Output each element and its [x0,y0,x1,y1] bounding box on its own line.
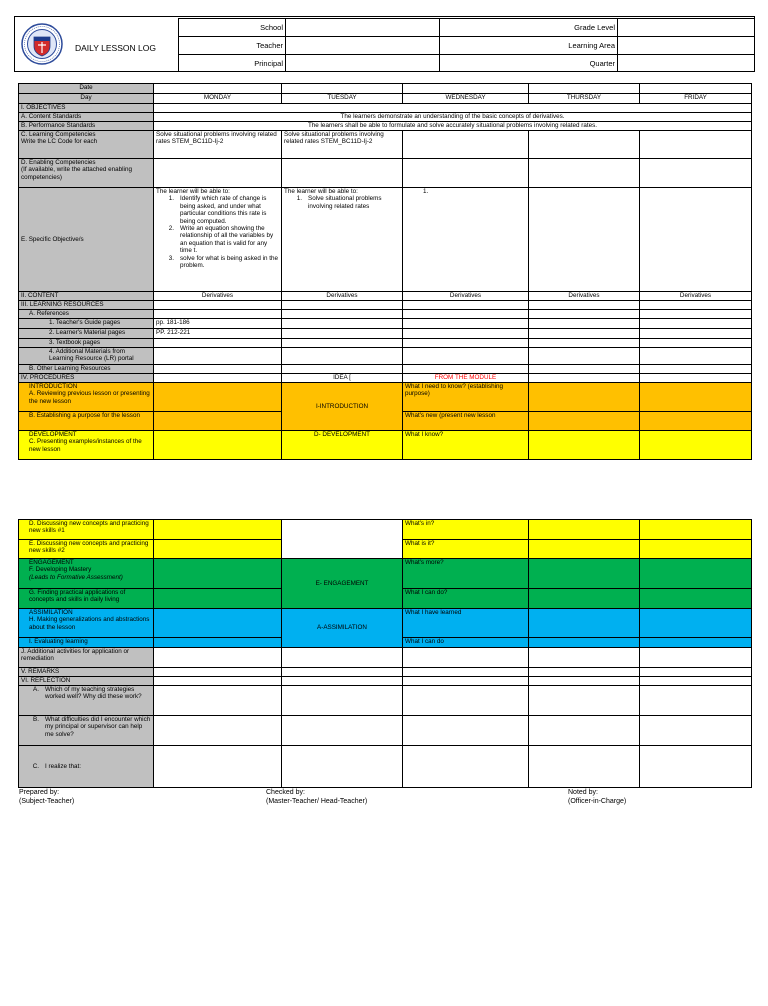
assimilation-merged: A-ASSIMILATION [282,609,403,648]
enabling-mon[interactable] [154,159,282,188]
olr-fri[interactable] [640,365,752,374]
dev-fri[interactable] [640,431,752,460]
list-text: Identify which rate of change is being asked, and under what particular conditions this rate is being computed. [180,195,267,225]
f-mon[interactable] [154,559,282,589]
noted-by-block [568,789,626,806]
i-fri[interactable] [640,638,752,648]
list-item [21,686,151,701]
seal-icon [21,23,63,65]
content-thursday: Derivatives [529,292,640,301]
dev-thu[interactable] [529,431,640,460]
rc-thu[interactable] [529,746,640,788]
learning-area-label: Learning Area [440,37,618,55]
enabling-competencies-label [19,159,154,188]
teachers-guide-label: 1. Teacher's Guide pages [19,319,154,329]
d-mon[interactable] [154,520,282,540]
tb-mon[interactable] [154,339,282,348]
olr-mon[interactable] [154,365,282,374]
intro-b-fri[interactable] [640,412,752,431]
rb-thu[interactable] [529,716,640,746]
learning-area-field[interactable] [618,37,755,55]
introduction-heading: INTRODUCTION [29,383,78,390]
h-text: H. Making generalizations and abstractions about the lesson [29,616,150,631]
tb-wed[interactable] [403,339,529,348]
competency-fri[interactable] [640,131,752,159]
f-wed: What's more? [403,559,529,589]
proc-blank [154,374,282,383]
day-friday: FRIDAY [640,94,752,104]
ra-mon[interactable] [154,686,282,716]
specific-objectives-monday [154,188,282,292]
mon-intro: The learner will be able to: [156,188,230,195]
g-fri[interactable] [640,589,752,609]
introduction-b: B. Establishing a purpose for the lesson [19,412,154,431]
remarks-heading: V. REMARKS [19,668,154,677]
header-fields [178,18,755,72]
rc-mon[interactable] [154,746,282,788]
tue-intro: The learner will be able to: [284,188,358,195]
enabling-thu[interactable] [529,159,640,188]
remarks-mon[interactable] [154,668,282,677]
evaluating-i: I. Evaluating learning [19,638,154,648]
principal-field[interactable] [286,55,440,72]
assimilation-heading: ASSIMILATION [29,609,73,616]
am-wed[interactable] [403,348,529,365]
page-title-text: DAILY LESSON LOG [75,43,156,53]
g-wed: What I can do? [403,589,529,609]
lr-blank [282,301,403,310]
teacher-label: Teacher [179,37,286,55]
list-item [21,763,151,770]
performance-standards-label: B. Performance Standards [19,122,154,131]
reflection-b-list [21,716,151,738]
content-heading: II. CONTENT [19,292,154,301]
refl-blank [640,677,752,686]
tb-tue[interactable] [282,339,403,348]
ra-tue[interactable] [282,686,403,716]
content-wednesday: Derivatives [403,292,529,301]
e-wed: What is it? [403,540,529,559]
reflection-c-list [21,763,151,770]
lesson-log-table-1 [18,83,752,460]
day-thursday: THURSDAY [529,94,640,104]
list-item [156,255,279,270]
ref-blank [154,310,282,319]
lesson-log-table-2 [18,519,752,788]
f-text-2: (Leads to Formative Assessment) [29,573,123,581]
intro-b-mon[interactable] [154,412,282,431]
day-monday: MONDAY [154,94,282,104]
lc-label-line1: C. Learning Competencies [21,131,96,138]
refl-blank [154,677,282,686]
list-number: C. [32,762,39,770]
mon-objective-list [156,195,279,269]
rb-wed[interactable] [403,716,529,746]
procedures-heading: IV. PROCEDURES [19,374,154,383]
lr-blank [529,301,640,310]
h-mon[interactable] [154,609,282,638]
d-wed: What's in? [403,520,529,540]
ra-thu[interactable] [529,686,640,716]
intro-a-thu[interactable] [529,383,640,412]
intro-a-fri[interactable] [640,383,752,412]
olr-thu[interactable] [529,365,640,374]
other-resources-label: B. Other Learning Resources [19,365,154,374]
reflection-b [19,716,154,746]
ref-blank [403,310,529,319]
list-number: 1. [296,195,302,203]
teachers-guide-pages: pp. 181-186 [154,319,282,329]
refl-blank [403,677,529,686]
h-thu[interactable] [529,609,640,638]
ra-fri[interactable] [640,686,752,716]
development-merged: D- DEVELOPMENT [282,431,403,460]
competency-tuesday: Solve situational problems involving related rates STEM_BC11D-Ij-2 [282,131,403,159]
proc-blank [640,374,752,383]
prepared-by-block [19,789,74,806]
reflection-c [19,746,154,788]
list-number: 3. [168,254,174,262]
specific-thu[interactable] [529,188,640,292]
list-text: Which of my teaching strategies worked well? Why did these work? [45,686,142,701]
lr-blank [403,301,529,310]
specific-fri[interactable] [640,188,752,292]
date-label: Date [19,84,154,94]
e-fri[interactable] [640,540,752,559]
remarks-thu[interactable] [529,668,640,677]
references-label: A. References [19,310,154,319]
enabling-fri[interactable] [640,159,752,188]
content-standards-text: The learners demonstrate an understanding of the basic concepts of derivatives. [154,113,752,122]
refl-blank [529,677,640,686]
ref-blank [529,310,640,319]
school-field[interactable] [286,19,440,37]
deped-logo [21,23,63,65]
e-thu[interactable] [529,540,640,559]
quarter-label: Quarter [440,55,618,72]
specific-objectives-tuesday [282,188,403,292]
school-label: School [179,19,286,37]
rc-fri[interactable] [640,746,752,788]
tb-thu[interactable] [529,339,640,348]
lr-blank [640,301,752,310]
olr-wed[interactable] [403,365,529,374]
learning-resources-heading: III. LEARNING RESOURCES [19,301,154,310]
rb-mon[interactable] [154,716,282,746]
checked-by-block [266,789,367,806]
content-tuesday: Derivatives [282,292,403,301]
additional-materials-label: 4. Additional Materials from Learning Resource (LR) portal [19,348,154,365]
dev-c-text: C. Presenting examples/instances of the new lesson [29,438,142,453]
list-text: What difficulties did I encounter which my principal or supervisor can help me solve? [45,716,151,738]
g-mon[interactable] [154,589,282,609]
lm-thu[interactable] [529,329,640,339]
intro-wed-2: What's new (present new lesson [403,412,529,431]
lc-label-line2: Write the LC Code for each [21,138,98,146]
list-number: A. [33,686,39,693]
remarks-fri[interactable] [640,668,752,677]
tg-tue[interactable] [282,319,403,329]
am-tue[interactable] [282,348,403,365]
date-wed[interactable] [403,84,529,94]
wed-item: 1. [423,188,429,195]
teacher-field[interactable] [286,37,440,55]
performance-standards-text: The learners shall be able to formulate and solve accurately situational problems involving related rates. [154,122,752,131]
tue-objective-list [284,195,400,210]
date-thu[interactable] [529,84,640,94]
list-item [156,195,279,225]
j-wed[interactable] [403,648,529,668]
specific-objectives-label: E. Specific Objective/s [19,188,154,292]
f-text: F. Developing Mastery [29,566,92,574]
development-heading: DEVELOPMENT [29,431,77,438]
proc-blank [529,374,640,383]
i-wed: What I can do [403,638,529,648]
refl-blank [282,677,403,686]
learners-material-pages: PP. 212-221 [154,329,282,339]
remarks-wed[interactable] [403,668,529,677]
list-number: 2. [168,225,174,233]
enabling-line1: D. Enabling Competencies [21,159,96,166]
content-friday: Derivatives [640,292,752,301]
date-mon[interactable] [154,84,282,94]
enabling-tue[interactable] [282,159,403,188]
objectives-heading: I. OBJECTIVES [19,104,154,113]
h-wed: What I have learned [403,609,529,638]
enabling-wed[interactable] [403,159,529,188]
idea-label: IDEA [ [282,374,403,383]
tg-thu[interactable] [529,319,640,329]
learning-competencies-label [19,131,154,159]
list-number: 1. [168,195,174,203]
dev-wed: What I know? [403,431,529,460]
grade-level-field[interactable] [618,19,755,37]
ref-blank [640,310,752,319]
tb-fri[interactable] [640,339,752,348]
j-mon[interactable] [154,648,282,668]
engagement-g: G. Finding practical applications of concepts and skills in daily living [19,589,154,609]
rc-wed[interactable] [403,746,529,788]
specific-objectives-wednesday [403,188,529,292]
discussing-e: E. Discussing new concepts and practicing new skills #2 [19,540,154,559]
competency-thu[interactable] [529,131,640,159]
content-standards-label: A. Content Standards [19,113,154,122]
day-label: Day [19,94,154,104]
f-thu[interactable] [529,559,640,589]
date-fri[interactable] [640,84,752,94]
textbook-pages-label: 3. Textbook pages [19,339,154,348]
lm-tue[interactable] [282,329,403,339]
list-item [284,195,400,210]
quarter-field[interactable] [618,55,755,72]
introduction-a [19,383,154,412]
prepared-by-role: (Subject-Teacher) [19,797,75,805]
day-wednesday: WEDNESDAY [403,94,529,104]
intro-a-text: A. Reviewing previous lesson or presenting the new lesson [29,390,150,405]
dev-mon[interactable] [154,431,282,460]
engagement-merged: E- ENGAGEMENT [282,559,403,609]
engagement-heading: ENGAGEMENT [29,559,74,566]
g-thu[interactable] [529,589,640,609]
tg-fri[interactable] [640,319,752,329]
intro-a-mon[interactable] [154,383,282,412]
j-thu[interactable] [529,648,640,668]
am-thu[interactable] [529,348,640,365]
list-text: I realize that: [45,762,82,770]
rb-tue[interactable] [282,716,403,746]
list-item [21,716,151,738]
reflection-heading: VI. REFLECTION [19,677,154,686]
list-text: solve for what is being asked in the problem. [180,254,279,270]
discussing-d: D. Discussing new concepts and practicing new skills #1 [19,520,154,540]
rb-fri[interactable] [640,716,752,746]
h-fri[interactable] [640,609,752,638]
noted-by-label: Noted by: [568,789,598,796]
checked-by-role: (Master-Teacher/ Head-Teacher) [266,797,368,805]
reflection-a-list [21,686,151,701]
enabling-line2: (If available, write the attached enabling competencies) [21,166,132,181]
lm-fri[interactable] [640,329,752,339]
list-text: Solve situational problems involving related rates [308,195,382,210]
grade-level-label: Grade Level [440,19,618,37]
i-thu[interactable] [529,638,640,648]
d-fri[interactable] [640,520,752,540]
competency-wed[interactable] [403,131,529,159]
introduction-merged: I-INTRODUCTION [282,383,403,431]
intro-b-thu[interactable] [529,412,640,431]
tg-wed[interactable] [403,319,529,329]
list-number: B. [33,716,39,723]
remarks-tue[interactable] [282,668,403,677]
olr-tue[interactable] [282,365,403,374]
assimilation-h [19,609,154,638]
lr-blank [154,301,282,310]
principal-label: Principal [179,55,286,72]
prepared-by-label: Prepared by: [19,789,60,796]
header-block [14,16,755,72]
objectives-blank [154,104,752,113]
list-item [156,225,279,255]
competency-monday: Solve situational problems involving related rates STEM_BC11D-Ij-2 [154,131,282,159]
intro-wed-1: What I need to know? (establishing purpose) [403,383,529,412]
development-c [19,431,154,460]
list-text: Write an equation showing the relationship of all the variables by an equation that is valid for any time t. [180,225,274,255]
rc-tue[interactable] [282,746,403,788]
f-fri[interactable] [640,559,752,589]
ref-blank [282,310,403,319]
ra-wed[interactable] [403,686,529,716]
j-fri[interactable] [640,648,752,668]
from-module-label: FROM THE MODULE [403,374,529,383]
additional-activities-j: J. Additional activities for application or remediation [19,648,154,668]
learners-material-label: 2. Learner's Material pages [19,329,154,339]
checked-by-label: Checked by: [266,789,305,796]
date-tue[interactable] [282,84,403,94]
engagement-f [19,559,154,589]
noted-by-role: (Officer-in-Charge) [568,797,627,805]
e-mon[interactable] [154,540,282,559]
content-monday: Derivatives [154,292,282,301]
reflection-a [19,686,154,716]
i-mon[interactable] [154,638,282,648]
am-mon[interactable] [154,348,282,365]
lm-wed[interactable] [403,329,529,339]
j-tue[interactable] [282,648,403,668]
d-thu[interactable] [529,520,640,540]
am-fri[interactable] [640,348,752,365]
day-tuesday: TUESDAY [282,94,403,104]
d-e-tue [282,520,403,559]
